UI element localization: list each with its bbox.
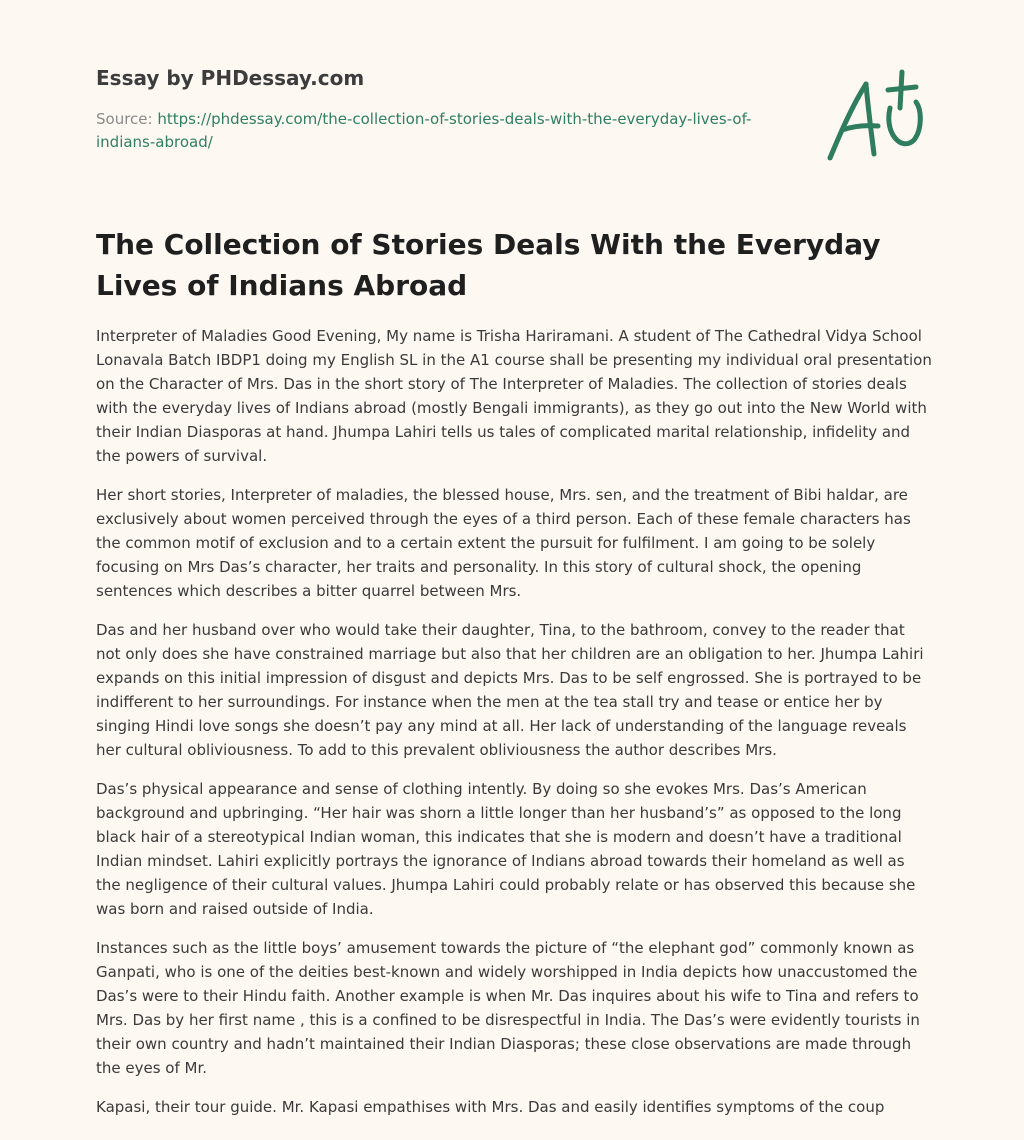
essay-paragraph: Interpreter of Maladies Good Evening, My name is Trisha Hariramani. A student of The Cathedral Vidya School Lonavala Batch IBDP1 doing my English SL in the A1 course shall be presenting my individual oral presentation on the Character of Mrs. Das in the short story of The Interpreter of Maladies. The collection of stories deals with the everyday lives of Indians abroad (mostly Bengali immigrants), as they go out into the New World with their Indian Diasporas at hand. Jhumpa Lahiri tells us tales of complicated marital relationship, infidelity and the powers of survival. — [96, 327, 932, 465]
essay-paragraph: Das and her husband over who would take their daughter, Tina, to the bathroom, convey to the reader that not only does she have constrained marriage but also that her children are an obligation to her. Jhumpa Lahiri expands on this initial impression of disgust and depicts Mrs. Das to be self engrossed. She is portrayed to be indifferent to her surroundings. For instance when the men at the tea stall try and tease or entice her by singing Hindi love songs she doesn’t pay any mind at all. Her lack of understanding of the language reveals her cultural obliviousness. To add to this prevalent obliviousness the author describes Mrs. — [96, 621, 924, 759]
essay-paragraph: Das’s physical appearance and sense of clothing intently. By doing so she evokes Mrs. Das’s American background and upbringing. “Her hair was shorn a little longer than her husband’s” as opposed to the long black hair of a stereotypical Indian woman, this indicates that she is modern and doesn’t have a traditional Indian mindset. Lahiri explicitly portrays the ignorance of Indians abroad towards their homeland as well as the negligence of their cultural values. Jhumpa Lahiri could probably relate or has observed this because she was born and raised outside of India. — [96, 780, 916, 918]
a-plus-logo-svg — [818, 64, 938, 168]
essay-body — [96, 324, 932, 1134]
site-brand: Essay by PHDessay.com — [96, 66, 365, 90]
essay-paragraph: Her short stories, Interpreter of maladies, the blessed house, Mrs. sen, and the treatment of Bibi haldar, are exclusively about women perceived through the eyes of a third person. Each of these female characters has the common motif of exclusion and to a certain extent the pursuit for fulfilment. I am going to be solely focusing on Mrs Das’s character, her traits and personality. In this story of cultural shock, the opening sentences which describes a bitter quarrel between Mrs. — [96, 486, 911, 600]
essay-paragraph: Instances such as the little boys’ amusement towards the picture of “the elephant god” commonly known as Ganpati, who is one of the deities best-known and widely worshipped in India depicts how unaccustomed the Das’s were to their Hindu faith. Another example is when Mr. Das inquires about his wife to Tina and refers to Mrs. Das by her first name , this is a confined to be disrespectful in India. The Das’s were evidently tourists in their own country and hadn’t maintained their Indian Diasporas; these close observations are made through the eyes of Mr. — [96, 939, 920, 1077]
logo-a-right-stroke — [866, 84, 874, 154]
logo-strokes — [830, 72, 920, 158]
logo-smile-curve — [889, 102, 920, 144]
logo-a-left-stroke — [830, 84, 866, 158]
source-label: Source: — [96, 110, 153, 128]
source-link[interactable]: https://phdessay.com/the-collection-of-stories-deals-with-the-everyday-lives-of-indians-abroad/ — [96, 110, 752, 151]
essay-paragraph: Kapasi, their tour guide. Mr. Kapasi empathises with Mrs. Das and easily identifies symptoms of the coup — [96, 1098, 885, 1116]
a-plus-logo-icon — [818, 64, 938, 168]
logo-plus-horizontal — [888, 87, 916, 90]
source-line — [96, 108, 776, 154]
page-header — [96, 62, 776, 154]
essay-title: The Collection of Stories Deals With the Everyday Lives of Indians Abroad — [96, 228, 881, 302]
